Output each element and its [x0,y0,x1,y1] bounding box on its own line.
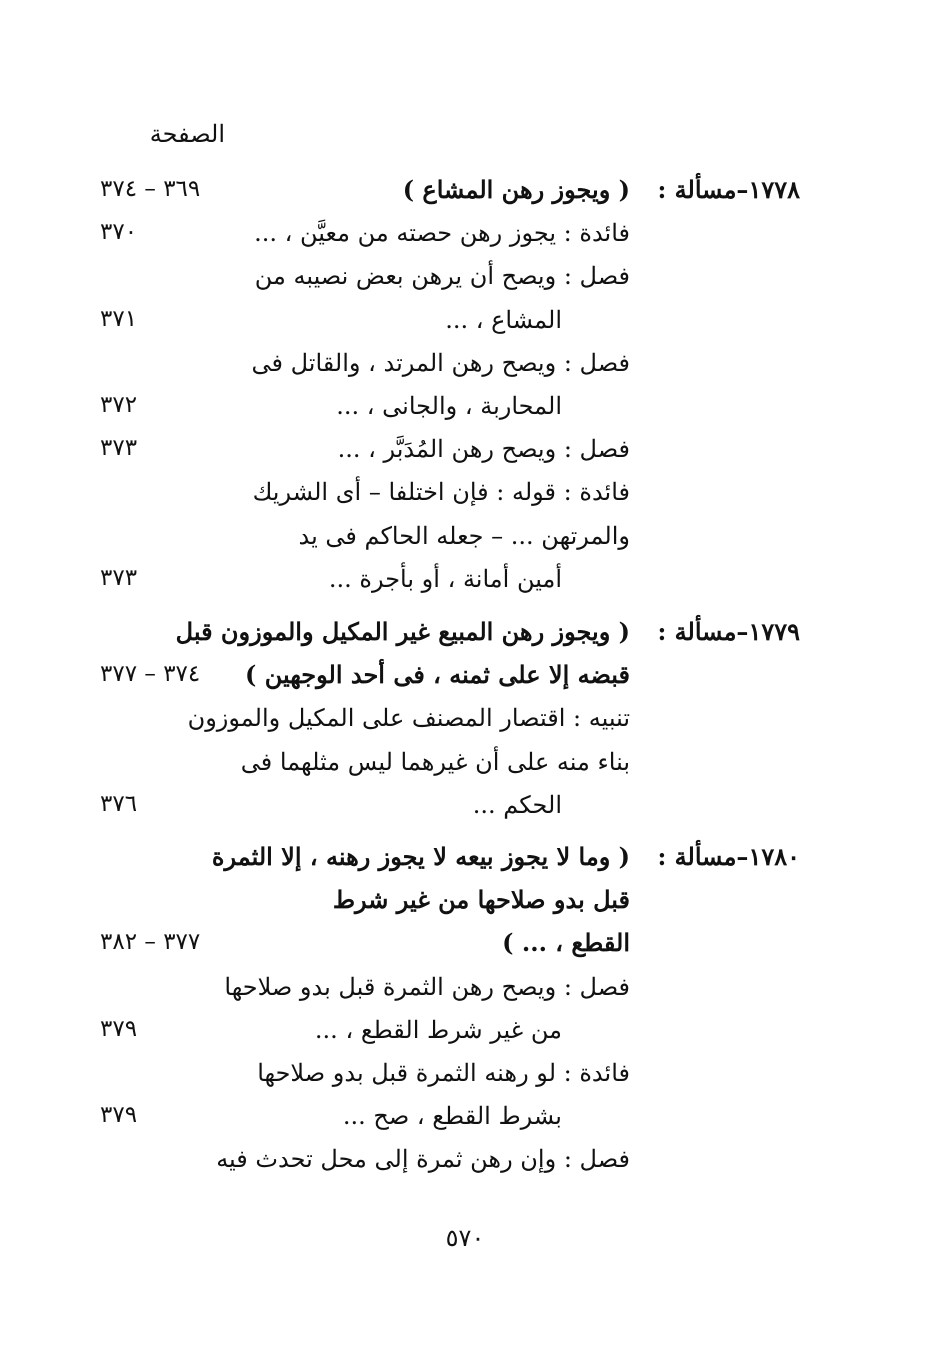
entry-line: فائدة : يجوز رهن حصته من معيَّن ، ... [254,219,630,248]
entry-line: فائدة : لو رهنه الثمرة قبل بدو صلاحها [257,1059,630,1087]
entry-line: الحكم ... [472,790,562,819]
entry-page-number: ٣٧١ [100,305,138,332]
entry-page-number: ٣٧٩ [100,1102,138,1129]
section-page-range: ٣٦٩ – ٣٧٤ [100,176,201,202]
section-title-line: قبل بدو صلاحها من غير شرط [332,885,630,915]
section-page-range: ٣٧٤ – ٣٧٧ [100,661,201,688]
entry-page-number: ٣٧٢ [100,392,138,418]
entry-line: والمرتهن ... – جعله الحاكم فى يد [298,521,630,550]
entry-page-number: ٣٧٣ [100,564,138,591]
section-title-line: القطع ، ... ) [502,928,630,958]
section-title-line: ( وما لا يجوز بيعه لا يجوز رهنه ، إلا الثمرة [211,842,630,871]
entry-page-number: ٣٧٠ [100,219,138,246]
entry-page-number: ٣٧٣ [100,435,138,462]
section-heading: ١٧٧٨–مسألة : [657,175,800,204]
entry-line: تنبيه : اقتصار المصنف على المكيل والموزون [187,704,630,733]
section-title-line: ( ويجوز رهن المشاع ) [402,175,630,204]
entry-line: بشرط القطع ، صح ... [342,1102,562,1131]
entry-line: فصل : ويصح أن يرهن بعض نصيبه من [254,262,630,291]
entry-line: فصل : ويصح رهن المُدَبَّر ، ... [337,435,630,464]
section-title-line: قبضه إلا على ثمنه ، فى أحد الوجهين ) [245,660,630,690]
entry-line: بناء منه على أن غيرهما ليس مثلهما فى [240,747,630,776]
section-heading: ١٧٧٩–مسألة : [657,617,800,646]
section-heading: ١٧٨٠–مسألة : [657,842,800,871]
entry-line: أمين أمانة ، أو بأجرة ... [328,564,562,593]
entry-line: فصل : وإن رهن ثمرة إلى محل تحدث فيه [216,1145,630,1174]
entry-line: المشاع ، ... [445,305,562,334]
entry-line: المحاربة ، والجانى ، ... [336,392,562,420]
entry-page-number: ٣٧٦ [100,790,138,817]
section-page-range: ٣٧٧ – ٣٨٢ [100,929,201,956]
entry-line: فائدة : قوله : فإن اختلفا – أى الشريك [252,478,630,507]
entry-page-number: ٣٧٩ [100,1015,138,1042]
entry-line: من غير شرط القطع ، ... [314,1015,562,1044]
page-number: ٥٧٠ [445,1224,485,1252]
entry-line: فصل : ويصح رهن المرتد ، والقاتل فى [251,348,630,377]
section-title-line: ( ويجوز رهن المبيع غير المكيل والموزون قبل [175,617,630,646]
entry-line: فصل : ويصح رهن الثمرة قبل بدو صلاحها [224,972,630,1001]
page-header-label: الصفحة [149,120,225,148]
